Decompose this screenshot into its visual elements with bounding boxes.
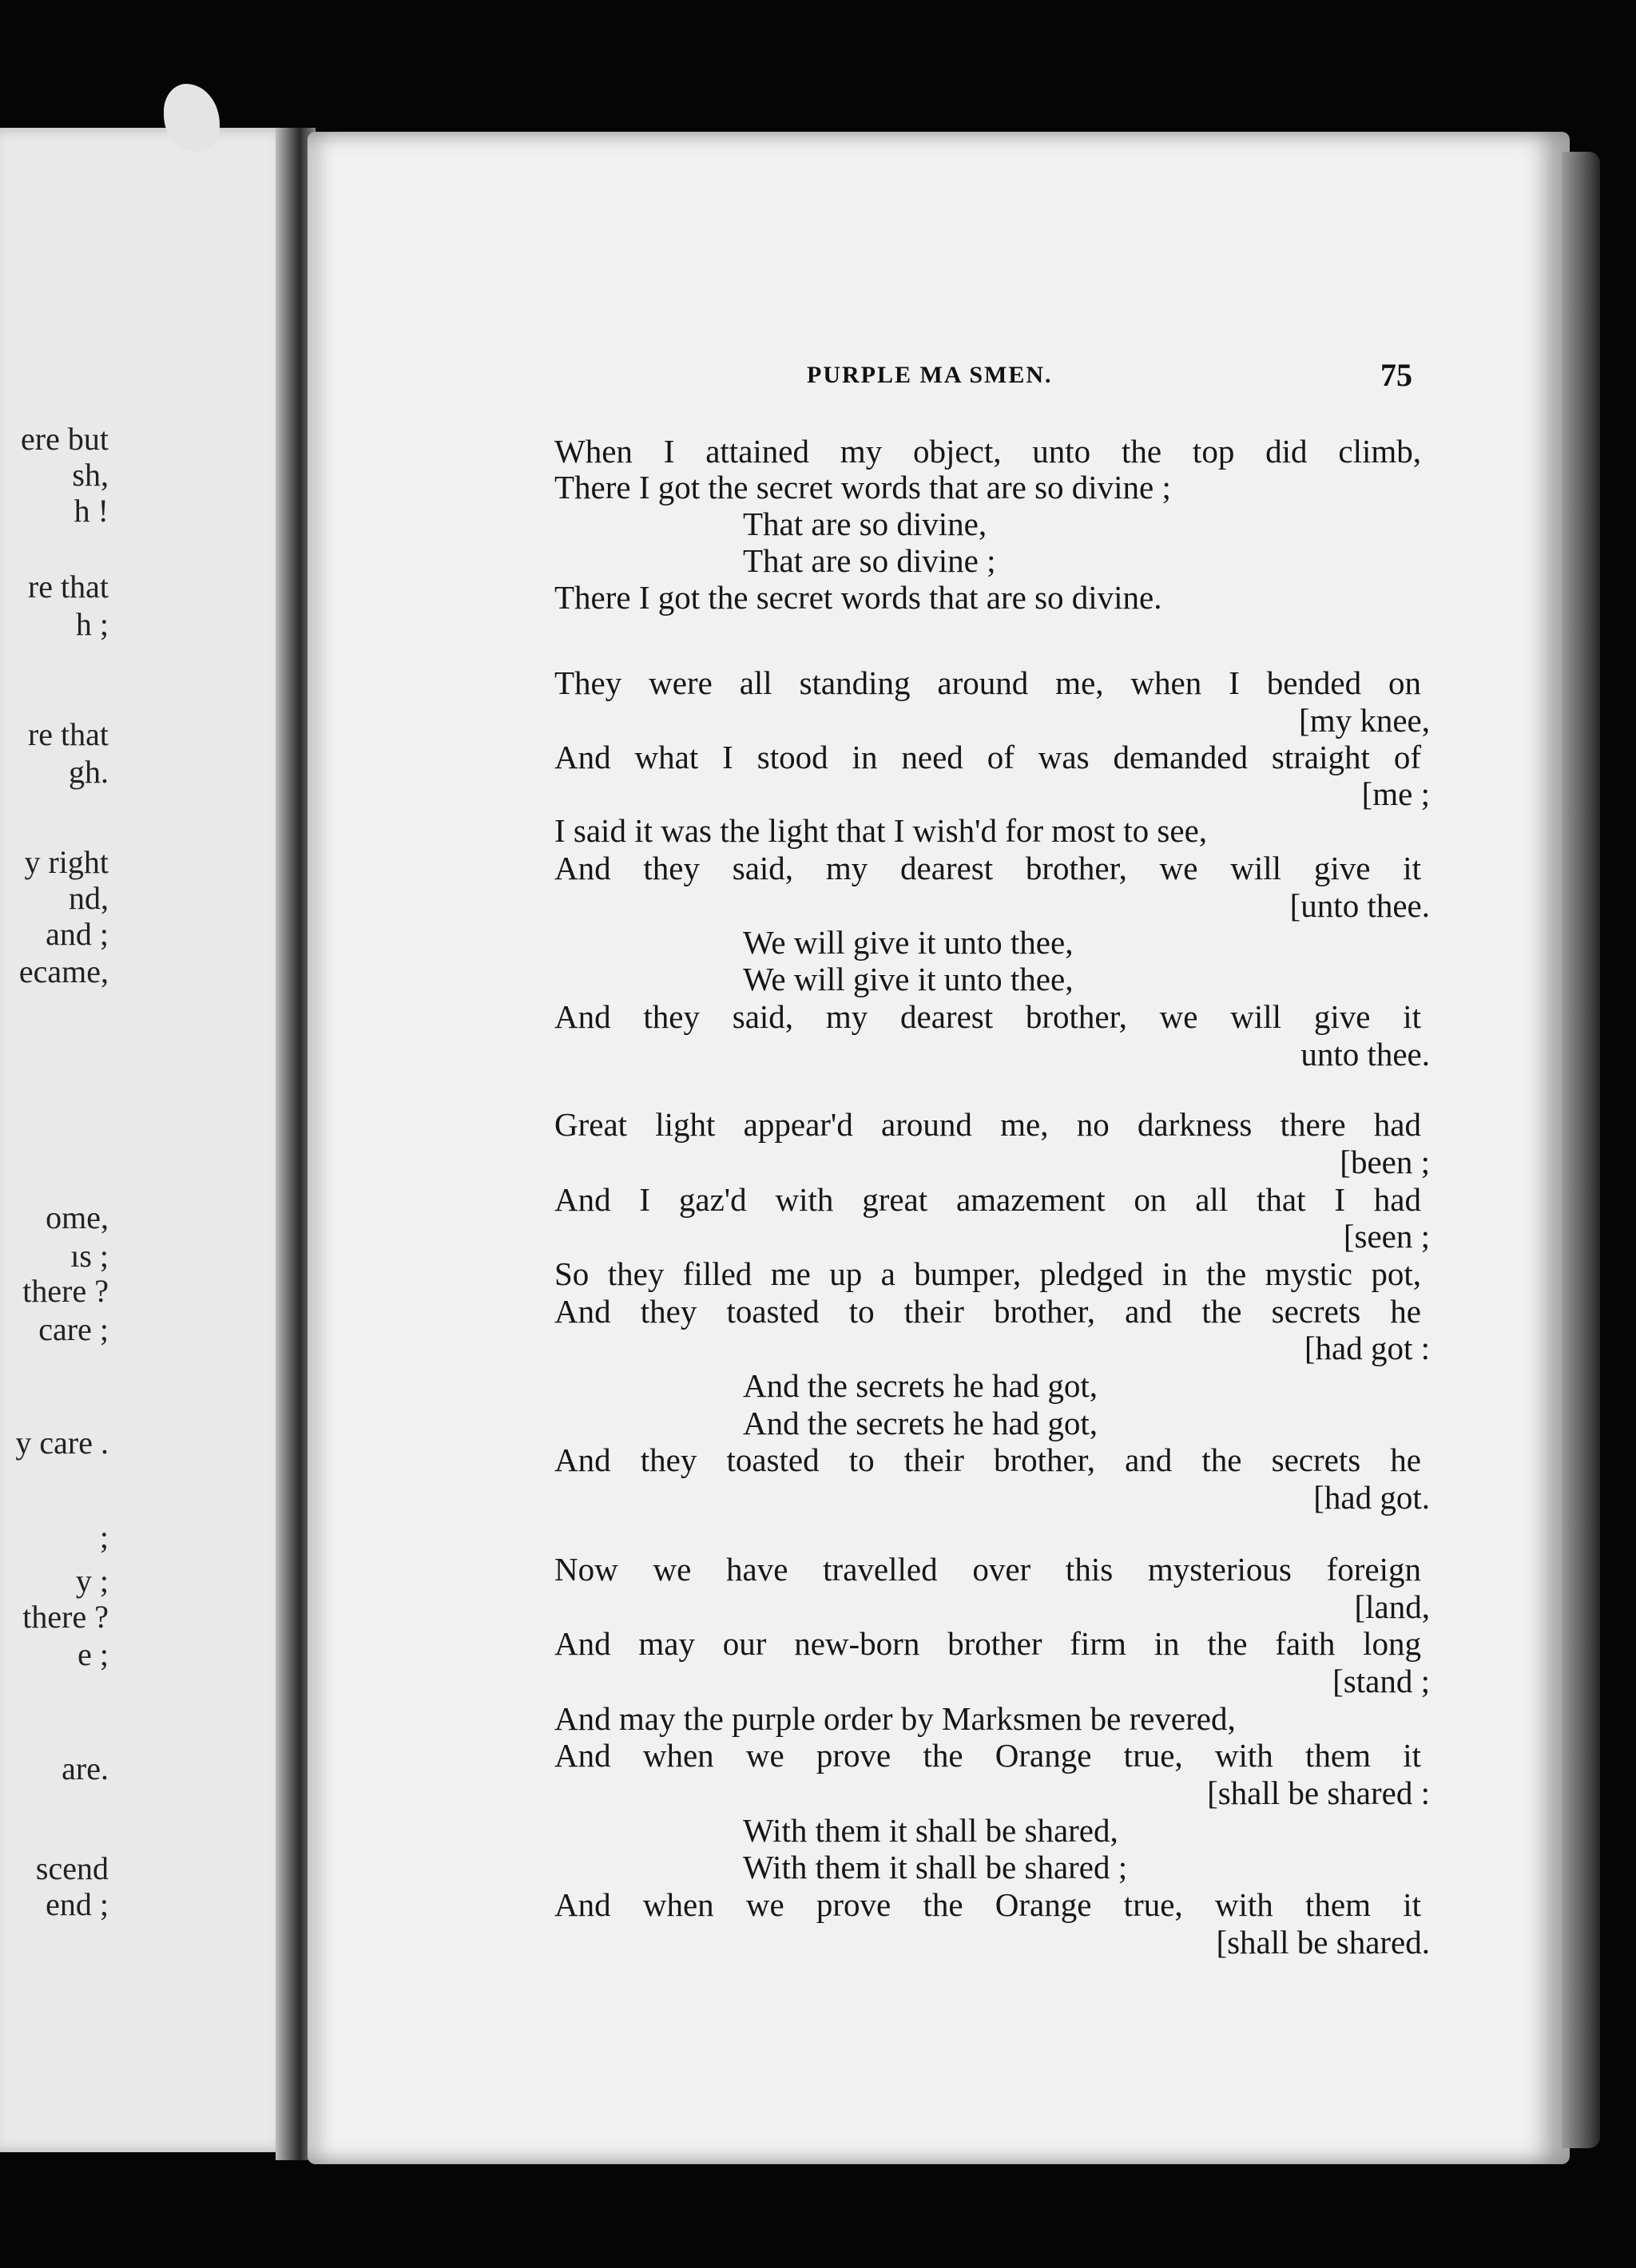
verse-line: And the secrets he had got, bbox=[743, 1405, 1098, 1441]
verse-line: Now we have travelled over this mysterious foreign bbox=[554, 1551, 1421, 1588]
verse-line: And I gaz'd with great amazement on all that I had bbox=[554, 1181, 1421, 1218]
left-fragment: y ; bbox=[75, 1563, 109, 1599]
verse-line: [shall be shared : bbox=[1207, 1774, 1430, 1811]
verse-line: So they filled me up a bumper, pledged in the mystic pot, bbox=[554, 1255, 1421, 1292]
left-fragment: y care . bbox=[15, 1425, 109, 1461]
verse-line: And when we prove the Orange true, with them it bbox=[554, 1886, 1421, 1923]
left-fragment: y right bbox=[24, 844, 109, 880]
verse-line: We will give it unto thee, bbox=[743, 961, 1074, 997]
verse-line: With them it shall be shared, bbox=[743, 1812, 1118, 1849]
running-title: PURPLE MA ⁠SMEN. bbox=[807, 362, 1053, 388]
verse-line: [seen ; bbox=[1343, 1218, 1430, 1255]
verse-line: And what I stood in need of was demanded straight of bbox=[554, 739, 1421, 775]
verse-line: [land, bbox=[1354, 1588, 1430, 1625]
left-fragment: are. bbox=[62, 1751, 109, 1786]
page-number: 75 bbox=[1380, 357, 1412, 393]
verse-line: And they toasted to their brother, and the secrets he bbox=[554, 1293, 1421, 1330]
verse-line: [my knee, bbox=[1299, 702, 1430, 739]
left-fragment: re that bbox=[27, 569, 109, 605]
verse-line: And may the purple order by Marksmen be revered, bbox=[554, 1700, 1236, 1737]
left-fragment: there ? bbox=[22, 1599, 109, 1635]
left-fragment: scend bbox=[35, 1850, 109, 1886]
verse-line: We will give it unto thee, bbox=[743, 924, 1074, 961]
left-fragment: e ; bbox=[77, 1636, 109, 1672]
verse-line: And they toasted to their brother, and the secrets he bbox=[554, 1441, 1421, 1478]
verse-line: And when we prove the Orange true, with them it bbox=[554, 1737, 1421, 1774]
verse-line: [had got. bbox=[1313, 1479, 1430, 1516]
verse-line: That are so divine ; bbox=[743, 542, 996, 579]
verse-line: And may our new-born brother firm in the faith long bbox=[554, 1625, 1421, 1662]
verse-line: And they said, my dearest brother, we will give it bbox=[554, 850, 1421, 886]
verse-line: Great light appear'd around me, no darkness there had bbox=[554, 1106, 1421, 1143]
verse-line: There I got the secret words that are so divine ; bbox=[554, 469, 1171, 506]
left-fragment: ıs ; bbox=[70, 1238, 109, 1274]
verse-line: [had got : bbox=[1304, 1330, 1430, 1366]
verse-line: And they said, my dearest brother, we will give it bbox=[554, 998, 1421, 1035]
left-fragment: ecame, bbox=[18, 954, 109, 989]
verse-line: And the secrets he had got, bbox=[743, 1367, 1098, 1404]
left-fragment: sh, bbox=[72, 457, 109, 493]
left-fragment: nd, bbox=[69, 880, 109, 916]
left-fragment: ere but bbox=[21, 421, 109, 457]
verse-line: With them it shall be shared ; bbox=[743, 1849, 1128, 1885]
verse-line: [shall be shared. bbox=[1216, 1924, 1430, 1961]
verse-line: That are so divine, bbox=[743, 506, 987, 542]
verse-line: There I got the secret words that are so divine. bbox=[554, 579, 1162, 616]
left-fragment: there ? bbox=[22, 1273, 109, 1309]
left-fragment: and ; bbox=[46, 916, 109, 952]
left-fragment: h ! bbox=[73, 493, 109, 529]
left-fragment: re that bbox=[27, 716, 109, 752]
verse-line: They were all standing around me, when I bended on bbox=[554, 664, 1421, 701]
left-fragment: care ; bbox=[38, 1311, 109, 1347]
left-fragment: end ; bbox=[46, 1886, 109, 1922]
verse-line: [stand ; bbox=[1332, 1663, 1430, 1699]
left-fragment: gh. bbox=[69, 754, 109, 790]
verse-line: When I attained my object, unto the top did climb, bbox=[554, 433, 1421, 470]
verse-line: I said it was the light that I wish'd for most to see, bbox=[554, 812, 1208, 849]
left-fragment: ; bbox=[99, 1519, 109, 1555]
page-edge bbox=[1562, 152, 1600, 2148]
verse-line: [unto thee. bbox=[1289, 887, 1430, 924]
verse-line: [me ; bbox=[1361, 775, 1430, 812]
left-fragment: ome, bbox=[46, 1199, 109, 1235]
left-fragment: h ; bbox=[75, 606, 109, 642]
verse-line: [been ; bbox=[1340, 1144, 1430, 1180]
verse-line: unto thee. bbox=[1300, 1036, 1430, 1073]
